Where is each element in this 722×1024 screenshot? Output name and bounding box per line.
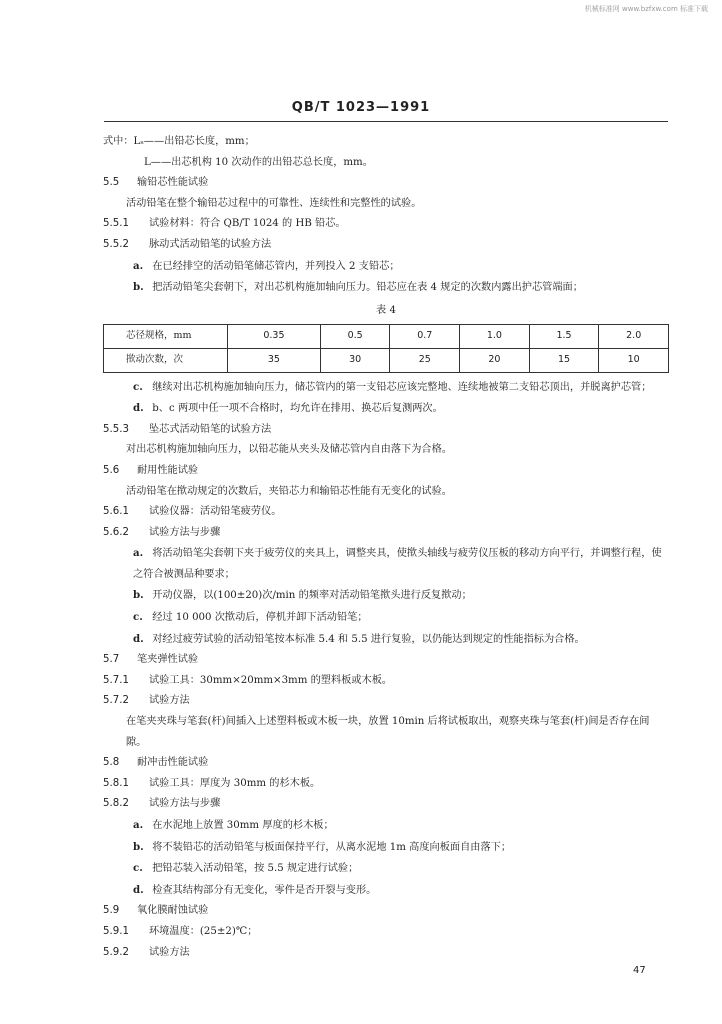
section-5-7 [103,650,669,671]
section-title: 笔夹弹性试验 [137,654,199,666]
formula-legend-2: L——出芯机构 10 次动作的出铅芯总长度，mm。 [144,156,373,168]
item-text: 把铅芯装入活动铅笔，按 5.5 规定进行试验； [152,863,359,875]
section-text: 试验方法 [149,695,190,707]
item-label: d. [133,402,144,415]
item-b [103,585,669,607]
section-5-9 [103,901,669,922]
page-header: QB/T 1023—1991 [291,100,431,115]
table-cell: 20 [460,348,530,372]
section-text: 试验工具：30mm×20mm×3mm 的塑料板或木板。 [149,674,393,686]
table-4 [103,324,669,372]
section-5-8-1 [103,774,669,795]
item-text: 将活动铅笔尖套朝下夹于疲劳仪的夹具上，调整夹具，使揿头轴线与疲劳仪压板的移动方向平行，并调整行程，使之符合被测品种要求； [133,548,662,580]
section-number: 5.9 [103,905,120,917]
item-text: 将不装铅芯的活动铅笔与板面保持平行，从离水泥地 1m 高度向板面自由落下； [152,841,512,853]
header-rule [104,121,668,122]
item-c [103,858,669,880]
item-d [103,880,669,902]
item-c [103,607,669,629]
item-label: a. [133,819,144,831]
section-5-5-desc: 活动铅笔在整个输铅芯过程中的可靠性、连续性和完整性的试验。 [126,197,422,209]
section-5-5-3 [103,420,669,441]
item-label: b. [133,281,144,294]
table-cell: 1.5 [529,325,599,349]
section-5-5-3-desc: 对出芯机构施加轴向压力，以铅芯能从夹头及储芯管内自由落下为合格。 [126,444,452,456]
item-c [103,377,669,399]
item-label: a. [133,547,144,560]
table-cell: 0.35 [228,325,321,349]
table-cell: 15 [529,348,599,372]
section-number: 5.7.2 [103,695,129,707]
item-label: a. [133,259,144,272]
item-text: 把活动铅笔尖套朝下，对出芯机构施加轴向压力。铅芯应在表 4 规定的次数内露出护芯管端面； [152,282,583,294]
section-text: 试验方法与步骤 [149,526,221,538]
watermark: 机械标准网 www.bzfxw.com 标准下载 [584,5,708,13]
table-title: 表 4 [376,304,396,316]
item-text: 开动仪器，以(100±20)次/min 的频率对活动铅笔揿头进行反复揿动； [152,590,472,602]
table-cell: 2.0 [599,325,669,349]
document-body [103,132,669,963]
section-5-6-desc: 活动铅笔在揿动规定的次数后，夹铅芯力和输铅芯性能有无变化的试验。 [126,485,452,497]
item-text: 继续对出芯机构施加轴向压力，储芯管内的第一支铅芯应该完整地、连续地被第二支铅芯顶出，并脱离护芯管； [152,381,652,393]
section-text: 试验方法 [149,946,190,958]
table-cell: 30 [320,348,390,372]
section-5-8 [103,753,669,774]
section-number: 5.6.2 [103,526,129,538]
item-label: b. [133,840,144,853]
section-5-5-2 [103,235,669,256]
section-number: 5.6.1 [103,506,129,518]
section-number: 5.5.3 [103,423,129,435]
section-title: 氧化膜耐蚀试验 [137,905,209,917]
item-text: 对经过疲劳试验的活动铅笔按本标准 5.4 和 5.5 进行复验，以仍能达到规定的性能指标为合格。 [152,633,585,645]
section-5-6-1 [103,502,669,523]
table-row [104,348,669,372]
section-text: 脉动式活动铅笔的试验方法 [149,238,272,250]
item-text: 检查其结构部分有无变化，零件是否开裂与变形。 [152,884,377,896]
page-number: 47 [633,965,646,976]
section-number: 5.8 [103,757,120,769]
section-number: 5.5 [103,177,120,189]
section-5-7-1 [103,671,669,692]
item-text: 在水泥地上放置 30mm 厚度的杉木板； [152,820,334,831]
item-label: d. [133,883,144,896]
item-a [103,543,669,585]
table-cell: 25 [390,348,460,372]
section-5-5 [103,173,669,194]
section-title: 耐用性能试验 [137,464,199,476]
section-number: 5.7.1 [103,674,129,686]
formula-legend-1: 式中：Lₛ——出铅芯长度，mm； [103,136,255,147]
item-label: b. [133,589,144,602]
section-5-6 [103,461,669,482]
item-label: c. [133,862,143,875]
section-text: 试验工具：厚度为 30mm 的杉木板。 [149,777,321,789]
section-number: 5.9.2 [103,946,129,958]
section-number: 5.9.1 [103,925,129,937]
section-number: 5.8.1 [103,777,129,789]
table-cell: 35 [228,348,321,372]
section-5-6-2 [103,523,669,544]
section-5-9-1 [103,922,669,943]
section-number: 5.8.2 [103,798,129,810]
section-text: 坠芯式活动铅笔的试验方法 [149,423,272,435]
item-text: 经过 10 000 次揿动后，停机并卸下活动铅笔； [152,612,368,624]
table-row [104,325,669,349]
section-number: 5.6 [103,464,120,476]
item-d [103,398,669,420]
item-a [103,256,669,278]
section-5-5-1 [103,214,669,235]
section-number: 5.7 [103,654,120,666]
item-b [103,277,669,299]
table-row-label: 揿动次数，次 [104,348,228,372]
section-5-7-2 [103,691,669,712]
table-cell: 0.7 [390,325,460,349]
section-5-8-2 [103,794,669,815]
section-text: 环境温度：(25±2)℃； [149,925,258,937]
item-label: c. [133,611,143,624]
table-cell: 1.0 [460,325,530,349]
section-title: 耐冲击性能试验 [137,757,209,769]
item-b [103,837,669,859]
item-text: b、c 两项中任一项不合格时，均允许在排用、换芯后复测两次。 [152,403,443,415]
section-5-7-2-desc: 在笔夹夹珠与笔套(杆)间插入上述塑料板或木板一块，放置 10min 后将试板取出，观察夹珠与笔套(杆)间是否存在间隙。 [126,716,650,748]
section-5-9-2 [103,943,669,964]
item-text: 在已经排空的活动铅笔储芯管内，并列投入 2 支铅芯； [152,260,400,272]
section-number: 5.5.1 [103,218,129,230]
item-label: d. [133,632,144,645]
table-cell: 0.5 [320,325,390,349]
item-a [103,815,669,837]
item-label: c. [133,380,143,393]
section-title: 输铅芯性能试验 [137,177,209,189]
table-cell: 10 [599,348,669,372]
table-row-label: 芯径规格，mm [104,325,228,349]
item-d [103,629,669,651]
section-text: 试验方法与步骤 [149,798,221,810]
section-text: 试验材料：符合 QB/T 1024 的 HB 铅芯。 [149,218,346,230]
section-number: 5.5.2 [103,238,129,250]
section-text: 试验仪器：活动铅笔疲劳仪。 [149,506,282,518]
